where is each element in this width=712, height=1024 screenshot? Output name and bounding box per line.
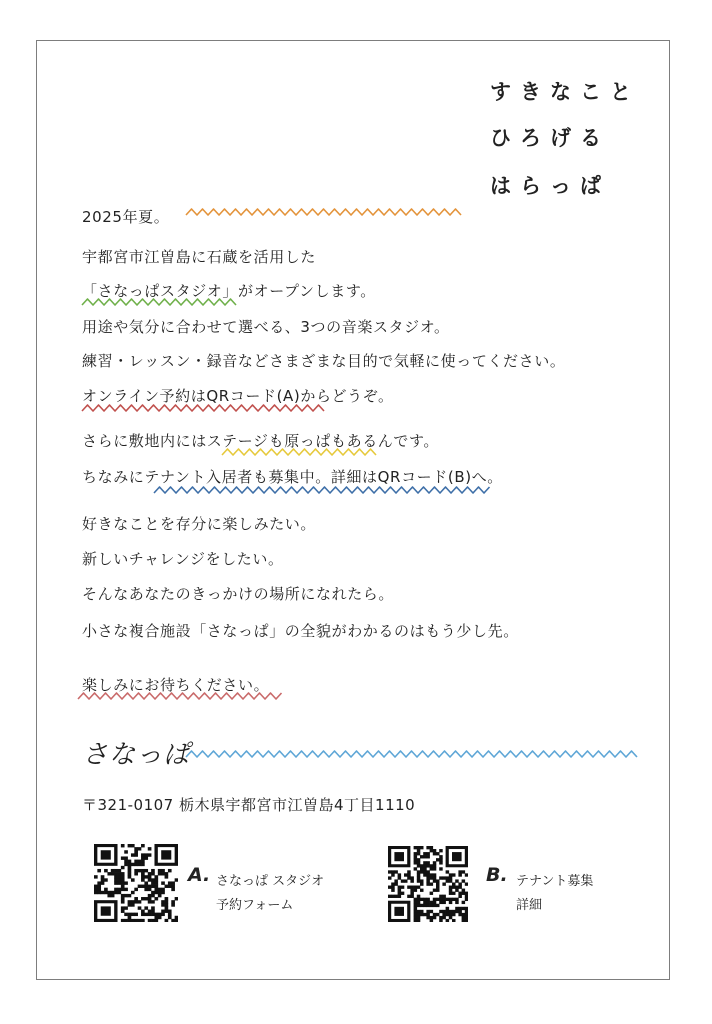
sanappa-logo: さなっぱ [82,740,191,770]
wave-orange [186,206,462,220]
qr-b-letter: B. [486,864,508,886]
qr-a-label-line1: さなっぱ スタジオ [216,874,325,889]
wave-green [82,296,236,310]
qr-b-label-line1: テナント募集 [516,874,594,889]
postal-address: 〒321-0107 栃木県宇都宮市江曽島4丁目1110 [82,796,416,814]
qr-code-a[interactable] [94,844,178,922]
body-line-stage-field: さらに敷地内にはステージも原っぱもあるんです。 [82,432,440,450]
wave-lightblue [186,748,640,762]
qr-a-letter: A. [188,864,211,886]
body-line-facility: 小さな複合施設「さなっぱ」の全貌がわかるのはもう少し先。 [82,622,519,640]
wave-pink [78,690,282,704]
body-line-stone-warehouse: 宇都宮市江曽島に石蔵を活用した [82,248,317,266]
body-line-purposes: 練習・レッスン・録音などさまざまな目的で気軽に使ってください。 [82,352,566,370]
slogan-line-3: はらっぱ [490,174,610,198]
body-line-look-forward: 楽しみにお待ちください。 [82,676,270,694]
wave-yellow [222,446,378,460]
body-line-opportunity: そんなあなたのきっかけの場所になれたら。 [82,585,395,603]
qr-code-b[interactable] [388,846,468,922]
body-line-studio-opening: 「さなっぱスタジオ」がオープンします。 [82,282,376,300]
slogan-line-1: すきなこと [490,80,640,104]
body-line-summer-2025: 2025年夏。 [82,208,170,226]
qr-b-label-line2: 詳細 [516,898,543,913]
body-line-enjoy: 好きなことを存分に楽しみたい。 [82,515,317,533]
body-line-online-booking: オンライン予約はQRコード(A)からどうぞ。 [82,387,394,405]
slogan-line-2: ひろげる [490,126,610,150]
qr-a-label-line2: 予約フォーム [216,898,294,913]
wave-red [82,402,326,416]
wave-blue [154,484,490,498]
body-line-three-studios: 用途や気分に合わせて選べる、3つの音楽スタジオ。 [82,318,450,336]
body-line-challenge: 新しいチャレンジをしたい。 [82,550,284,568]
body-line-tenant-recruit: ちなみにテナント入居者も募集中。詳細はQRコード(B)へ。 [82,468,503,486]
